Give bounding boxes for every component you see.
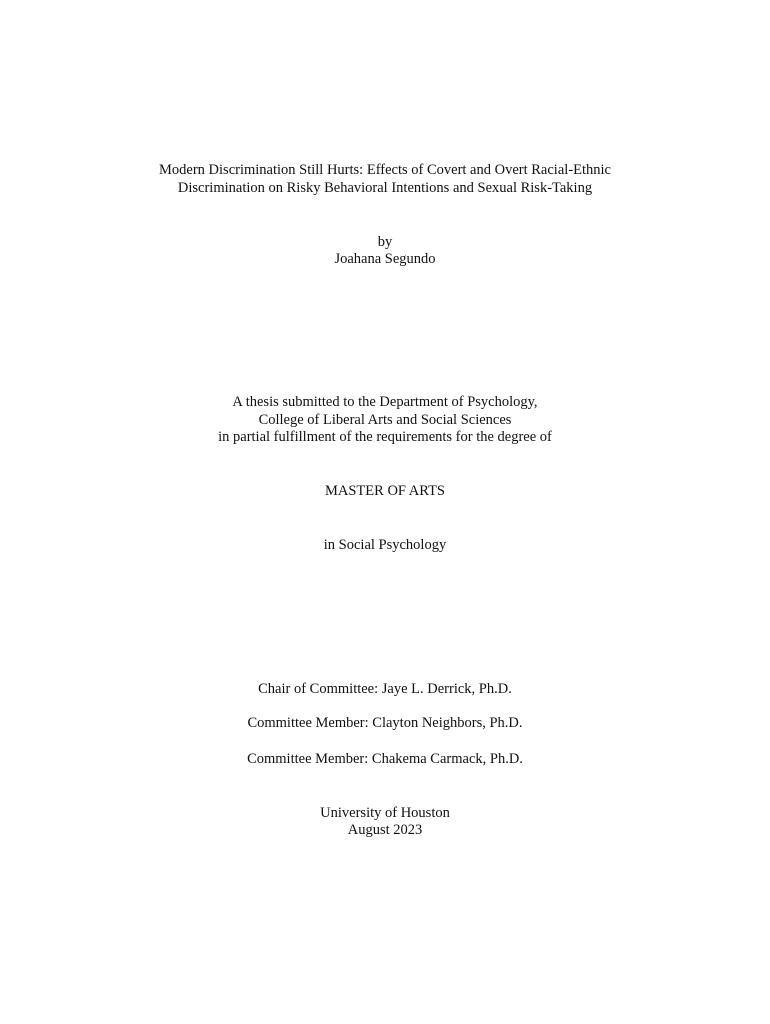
author-name: Joahana Segundo [334,251,436,267]
committee-member-1: Committee Member: Clayton Neighbors, Ph.D. [247,715,523,731]
committee-member-2: Committee Member: Chakema Carmack, Ph.D. [247,751,523,767]
submission-line-3: in partial fulfillment of the requirements for the degree of [218,429,552,445]
degree-name: MASTER OF ARTS [325,483,445,499]
submission-line-2: College of Liberal Arts and Social Sciences [258,412,512,428]
submission-line-1: A thesis submitted to the Department of Psychology, [232,394,538,410]
thesis-title-line-1: Modern Discrimination Still Hurts: Effects of Covert and Overt Racial-Ethnic [159,162,611,178]
submission-date: August 2023 [347,822,423,838]
by-label: by [377,234,393,250]
university-name: University of Houston [320,805,450,821]
degree-field: in Social Psychology [323,537,447,553]
thesis-title-line-2: Discrimination on Risky Behavioral Intentions and Sexual Risk-Taking [177,180,593,196]
committee-chair: Chair of Committee: Jaye L. Derrick, Ph.D. [258,681,512,697]
